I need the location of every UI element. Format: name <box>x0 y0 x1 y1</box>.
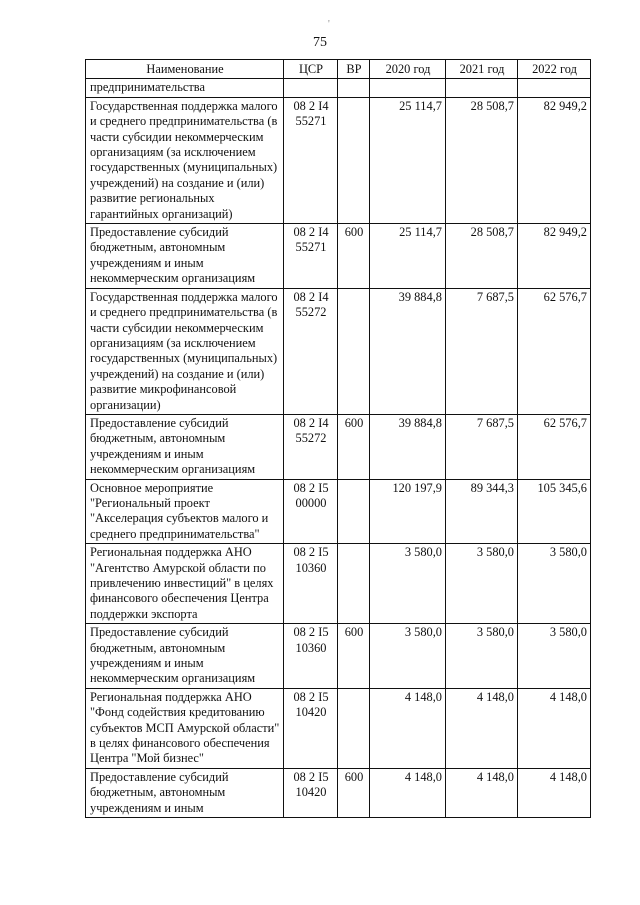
cell-vr <box>338 97 370 223</box>
cell-2021: 28 508,7 <box>446 224 518 289</box>
cell-vr <box>338 479 370 544</box>
cell-csr: 08 2 I5 10360 <box>284 624 338 689</box>
cell-2020: 25 114,7 <box>370 224 446 289</box>
cell-name: предпринимательства <box>86 79 284 97</box>
table-row <box>86 414 591 479</box>
page-number: 75 <box>313 35 327 50</box>
scan-mark: ' <box>328 19 330 30</box>
cell-name: Государственная поддержка малого и среднего предпринимательства (в части субсидии некоммерческим организациям (за исключением государственных (муниципальных) учреждений) на создание и (или) развитие микрофинансовой организации) <box>86 288 284 414</box>
cell-2020: 3 580,0 <box>370 544 446 624</box>
header-2021: 2021 год <box>446 60 518 79</box>
table-row <box>86 688 591 768</box>
cell-name: Региональная поддержка АНО "Фонд содействия кредитованию субъектов МСП Амурской области" в целях финансового обеспечения Центра "Мой бизнес" <box>86 688 284 768</box>
cell-vr: 600 <box>338 414 370 479</box>
cell-2022: 4 148,0 <box>518 768 591 817</box>
cell-vr: 600 <box>338 624 370 689</box>
cell-vr <box>338 544 370 624</box>
header-csr: ЦСР <box>284 60 338 79</box>
cell-csr: 08 2 I4 55272 <box>284 288 338 414</box>
cell-2022: 82 949,2 <box>518 97 591 223</box>
cell-name: Предоставление субсидий бюджетным, автономным учреждениям и иным некоммерческим организациям <box>86 414 284 479</box>
table-row <box>86 288 591 414</box>
cell-2021: 3 580,0 <box>446 544 518 624</box>
cell-vr: 600 <box>338 768 370 817</box>
header-2022: 2022 год <box>518 60 591 79</box>
cell-name: Основное мероприятие "Региональный проект "Акселерация субъектов малого и среднего предпринимательства" <box>86 479 284 544</box>
cell-2020 <box>370 79 446 97</box>
cell-2021: 89 344,3 <box>446 479 518 544</box>
cell-name: Государственная поддержка малого и среднего предпринимательства (в части субсидии некоммерческим организациям (за исключением государственных (муниципальных) учреждений) на создание и (или) развитие региональных гарантийных организаций) <box>86 97 284 223</box>
cell-name: Региональная поддержка АНО "Агентство Амурской области по привлечению инвестиций" в целях финансового обеспечения Центра поддержки экспорта <box>86 544 284 624</box>
cell-2022: 82 949,2 <box>518 224 591 289</box>
cell-2020: 25 114,7 <box>370 97 446 223</box>
table-row <box>86 79 591 97</box>
cell-2020: 39 884,8 <box>370 414 446 479</box>
cell-vr <box>338 288 370 414</box>
table-row <box>86 768 591 817</box>
cell-vr <box>338 688 370 768</box>
table-row <box>86 479 591 544</box>
cell-2022: 3 580,0 <box>518 544 591 624</box>
cell-2022: 3 580,0 <box>518 624 591 689</box>
cell-vr <box>338 79 370 97</box>
cell-2021: 3 580,0 <box>446 624 518 689</box>
header-name: Наименование <box>86 60 284 79</box>
cell-2022: 105 345,6 <box>518 479 591 544</box>
header-vr: ВР <box>338 60 370 79</box>
table-body <box>86 79 591 818</box>
cell-2021: 7 687,5 <box>446 414 518 479</box>
cell-2021: 28 508,7 <box>446 97 518 223</box>
budget-table <box>85 59 591 818</box>
cell-2022: 62 576,7 <box>518 288 591 414</box>
cell-2021: 4 148,0 <box>446 688 518 768</box>
cell-csr: 08 2 I5 10420 <box>284 768 338 817</box>
cell-csr <box>284 79 338 97</box>
table-row <box>86 224 591 289</box>
cell-2021 <box>446 79 518 97</box>
table-row <box>86 544 591 624</box>
table-row <box>86 624 591 689</box>
cell-2022: 4 148,0 <box>518 688 591 768</box>
table-row <box>86 97 591 223</box>
cell-2020: 39 884,8 <box>370 288 446 414</box>
header-2020: 2020 год <box>370 60 446 79</box>
cell-csr: 08 2 I4 55272 <box>284 414 338 479</box>
cell-name: Предоставление субсидий бюджетным, автономным учреждениям и иным некоммерческим организациям <box>86 624 284 689</box>
cell-2022: 62 576,7 <box>518 414 591 479</box>
cell-2020: 3 580,0 <box>370 624 446 689</box>
cell-2022 <box>518 79 591 97</box>
cell-csr: 08 2 I5 10420 <box>284 688 338 768</box>
cell-csr: 08 2 I5 10360 <box>284 544 338 624</box>
table-header-row <box>86 60 591 79</box>
cell-csr: 08 2 I5 00000 <box>284 479 338 544</box>
cell-csr: 08 2 I4 55271 <box>284 97 338 223</box>
cell-name: Предоставление субсидий бюджетным, автономным учреждениям и иным некоммерческим организациям <box>86 224 284 289</box>
cell-2020: 4 148,0 <box>370 768 446 817</box>
cell-2020: 4 148,0 <box>370 688 446 768</box>
cell-2020: 120 197,9 <box>370 479 446 544</box>
cell-vr: 600 <box>338 224 370 289</box>
cell-name: Предоставление субсидий бюджетным, автономным учреждениям и иным <box>86 768 284 817</box>
cell-2021: 7 687,5 <box>446 288 518 414</box>
cell-csr: 08 2 I4 55271 <box>284 224 338 289</box>
cell-2021: 4 148,0 <box>446 768 518 817</box>
